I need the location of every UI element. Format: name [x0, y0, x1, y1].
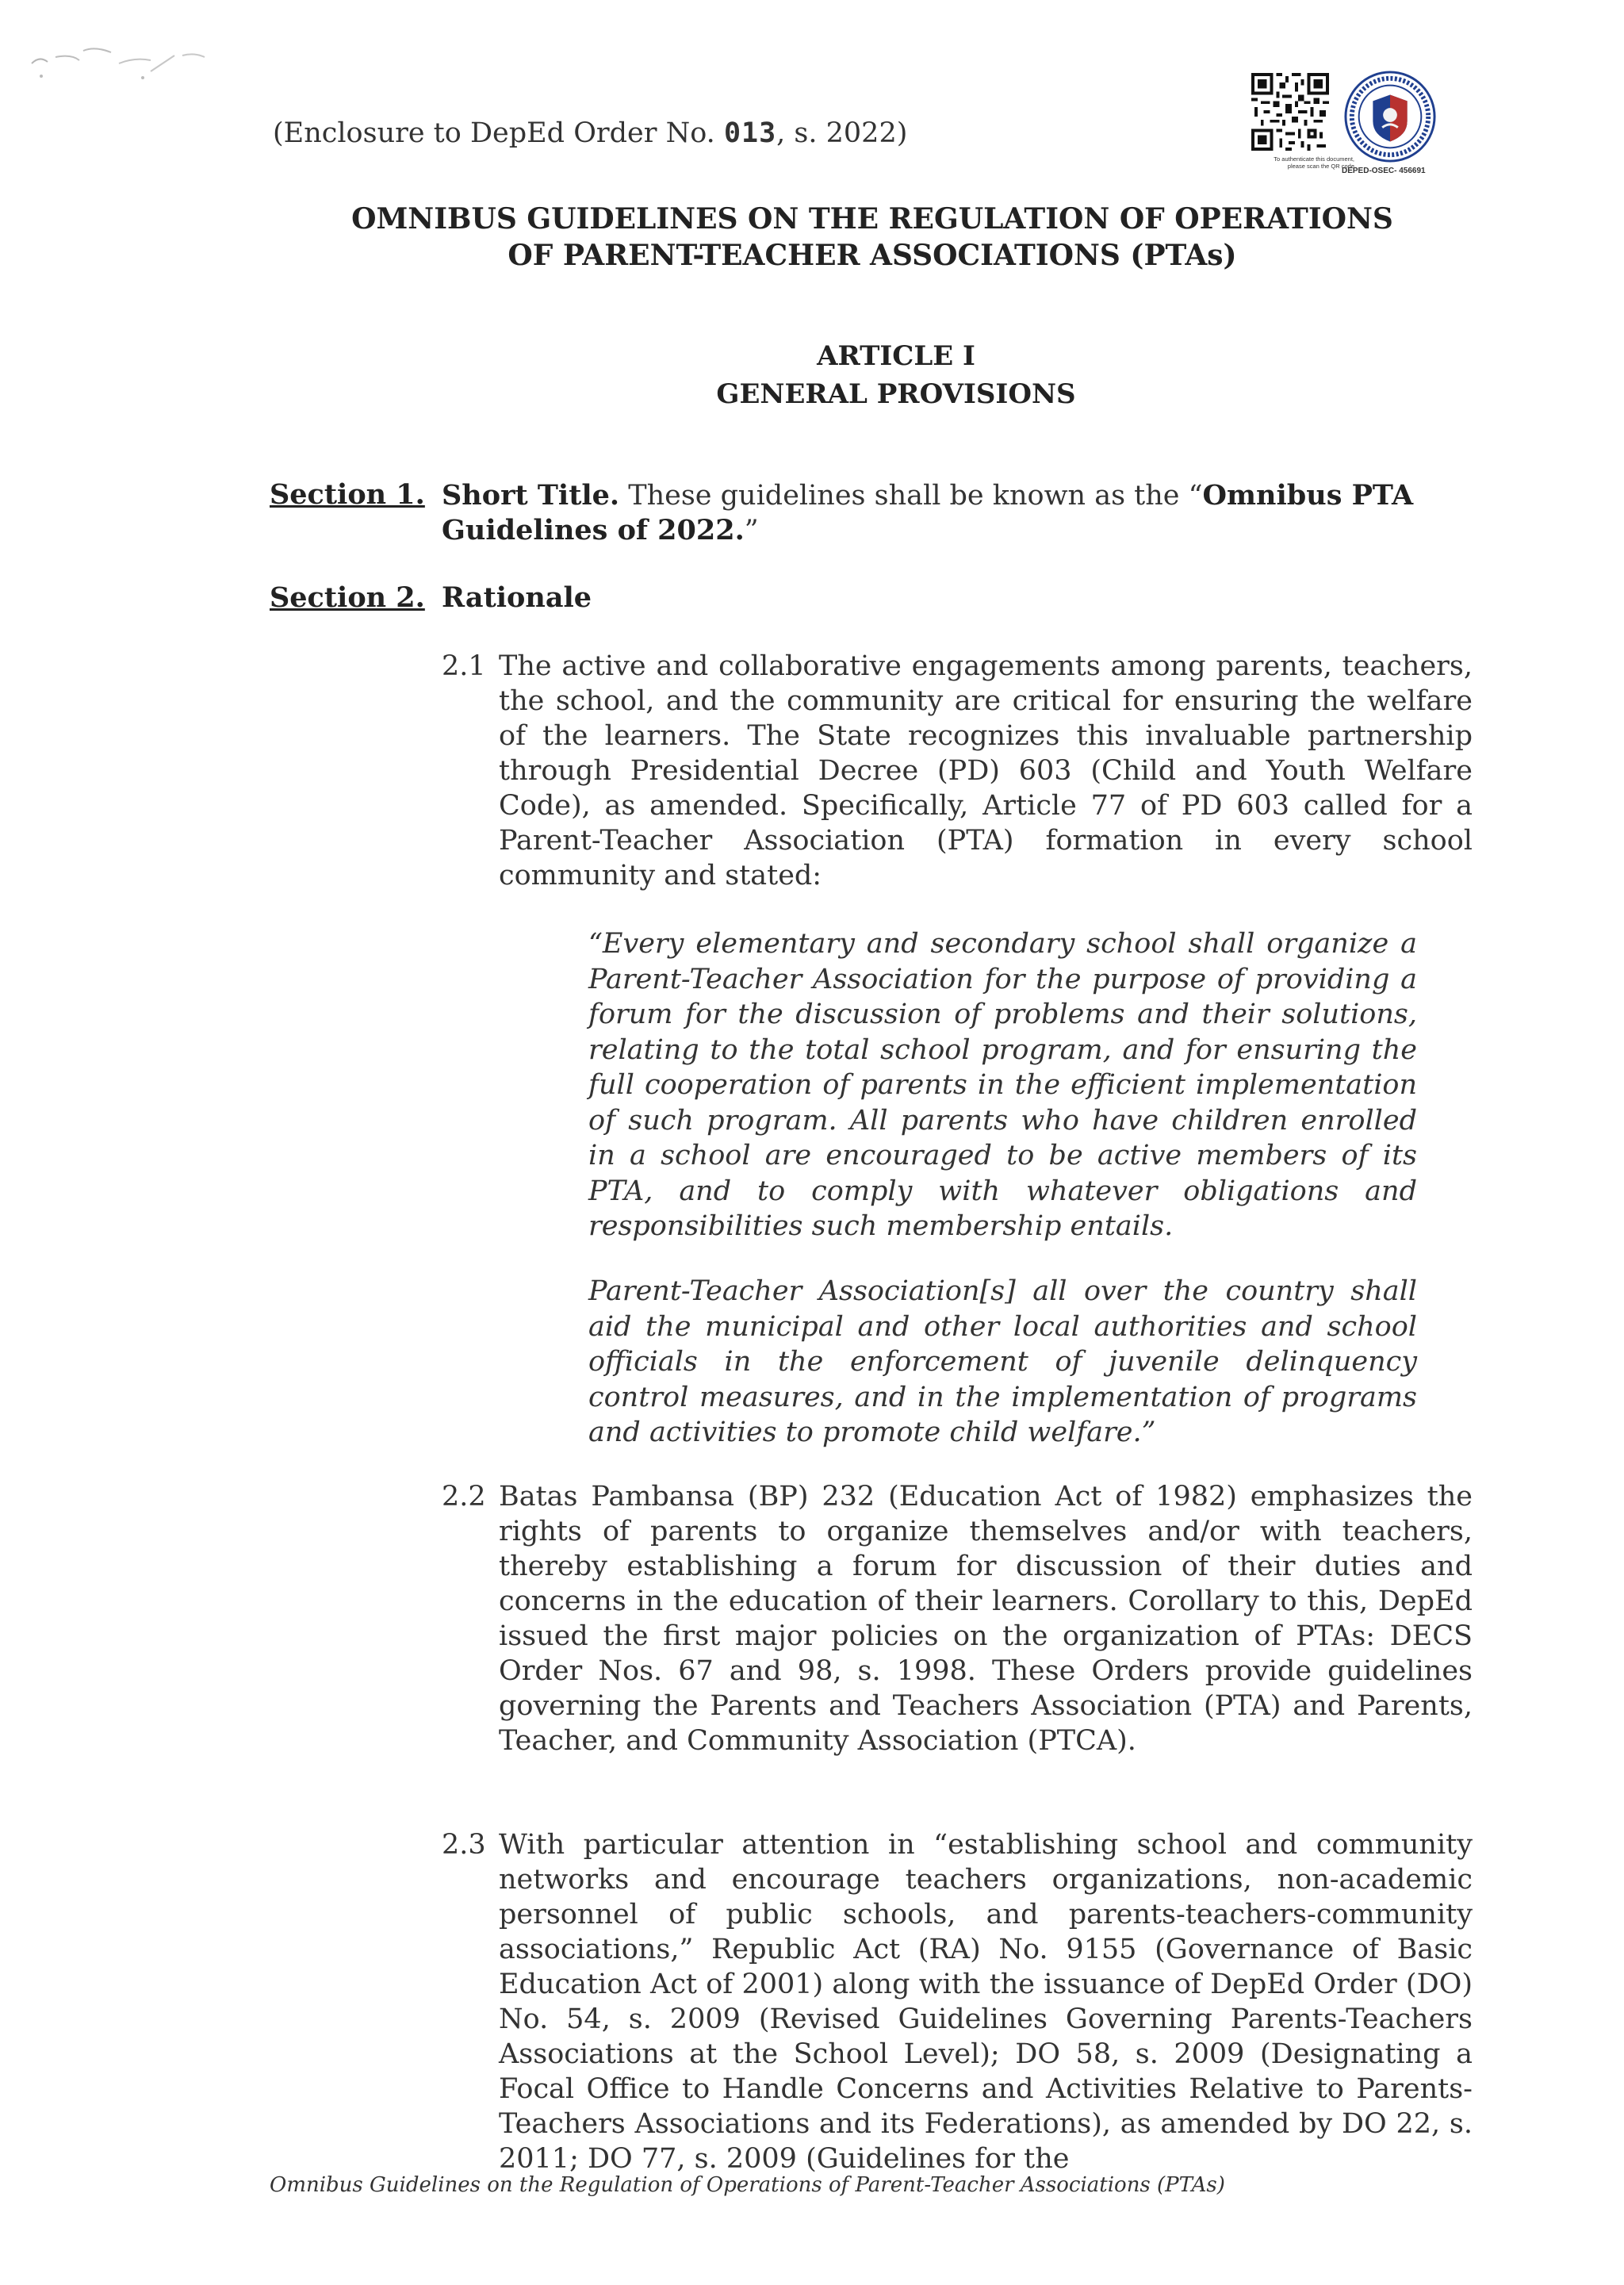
title-line-1: OMNIBUS GUIDELINES ON THE REGULATION OF OPERATIONS	[351, 202, 1393, 236]
quote-article-77-part-2: Parent-Teacher Association[s] all over the country shall aid the municipal and other local authorities and school officials in the enforcement of juvenile delinquency control measures, and in the implementation of programs and activities to promote child welfare.”	[588, 1275, 1417, 1448]
deped-seal-icon	[1343, 70, 1437, 163]
scan-smudge	[24, 40, 206, 87]
paragraph-2-1	[442, 649, 1473, 893]
enclosure-reference	[273, 117, 907, 149]
quote-article-77-part-1: “Every elementary and secondary school shall organize a Parent-Teacher Association for the purpose of providing a forum for the discussion of problems and their solutions, relating to the total school program, and for ensuring the full cooperation of parents in the efficient implementation of such program. All parents who have children enrolled in a school are encouraged to be active members of its PTA, and to comply with whatever obligations and responsibilities such membership entails.	[588, 928, 1417, 1242]
title-line-2: OF PARENT-TEACHER ASSOCIATIONS (PTAs)	[508, 239, 1237, 272]
article-number: ARTICLE I	[817, 340, 975, 372]
paragraph-number: 2.1	[442, 650, 486, 682]
section-1-body: Short Title. These guidelines shall be known as the “Omnibus PTA Guidelines of 2022.”	[442, 479, 1414, 546]
section-1-label: Section 1.	[270, 478, 425, 511]
short-title-name: Omnibus PTA Guidelines of 2022.	[442, 479, 1414, 546]
section-1-heading: Short Title.	[442, 479, 620, 512]
article-name: GENERAL PROVISIONS	[716, 378, 1076, 410]
page-footer: Omnibus Guidelines on the Regulation of Operations of Parent-Teacher Associations (PTAs)	[270, 2173, 1225, 2197]
paragraph-2-2	[442, 1479, 1473, 1758]
order-number: 013	[723, 117, 777, 149]
paragraph-text: Batas Pambansa (BP) 232 (Education Act of 1982) emphasizes the rights of parents to organize themselves and/or with teachers, thereby establishing a forum for discussion of their duties and concerns in the education of their learners. Corollary to this, DepEd issued the first major policies on the organization of PTAs: DECS Order Nos. 67 and 98, s. 1998. These Orders provide guidelines governing the Parents and Teachers Association (PTA) and Parents, Teacher, and Community Association (PTCA).	[499, 1481, 1473, 1757]
paragraph-2-3	[442, 1827, 1473, 2176]
section-2-label: Section 2.	[270, 581, 425, 614]
paragraph-text: The active and collaborative engagements among parents, teachers, the school, and the community are critical for ensuring the welfare of the learners. The State recognizes this invaluable partnership through Presidential Decree (PD) 603 (Child and Youth Welfare Code), as amended. Specifically, Article 77 of PD 603 called for a Parent-Teacher Association (PTA) formation in every school community and stated:	[499, 650, 1473, 891]
document-code: DEPED-OSEC- 456691	[1342, 167, 1426, 175]
paragraph-text: With particular attention in “establishing school and community networks and encourage teachers organizations, non-academic personnel of public schools, and parents-teachers-community associations,” Republic Act (RA) No. 9155 (Governance of Basic Education Act of 2001) along with the issuance of DepEd Order (DO) No. 54, s. 2009 (Revised Guidelines Governing Parents-Teachers Associations at the School Level); DO 58, s. 2009 (Designating a Focal Office to Handle Concerns and Activities Relative to Parents-Teachers Associations and its Federations), as amended by DO 22, s. 2011; DO 77, s. 2009 (Guidelines for the	[499, 1829, 1473, 2175]
enclosure-prefix: (Enclosure to DepEd Order No.	[273, 117, 715, 149]
qr-caption: To authenticate this document, please scan the QR code	[1274, 155, 1354, 170]
paragraph-number: 2.3	[442, 1829, 486, 1861]
paragraph-number: 2.2	[442, 1481, 486, 1512]
qr-code-icon	[1251, 73, 1329, 151]
article-heading	[555, 337, 1237, 413]
section-2-heading: Rationale	[442, 581, 592, 614]
enclosure-suffix: , s. 2022)	[776, 117, 908, 149]
document-title	[285, 201, 1459, 274]
